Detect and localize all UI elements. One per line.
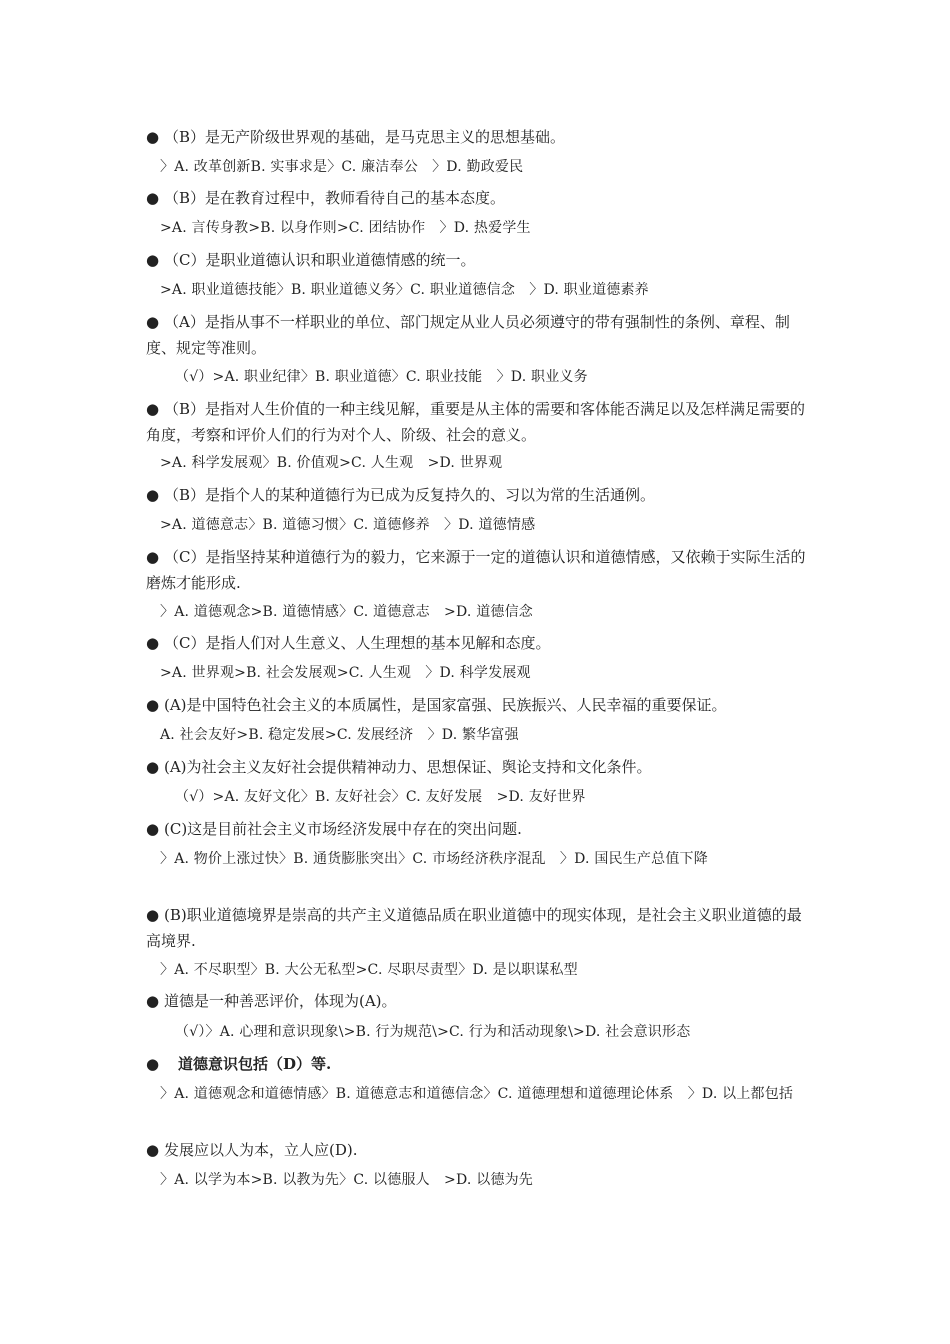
- bullet-icon: ●: [146, 128, 160, 146]
- question-text: （C）是职业道德认识和职业道德情感的统一。: [164, 251, 476, 269]
- question-text: （A）是指从事不一样职业的单位、部门规定从业人员必须遵守的带有强制性的条例、章程、制度、规定等准则。: [146, 313, 790, 357]
- bullet-icon: ●: [146, 992, 160, 1010]
- bullet-icon: ●: [146, 313, 160, 331]
- options-9: A. 社会友好>B. 稳定发展>C. 发展经济 〉D. 繁华富强: [160, 727, 519, 743]
- options-8: >A. 世界观>B. 社会发展观>C. 人生观 〉D. 科学发展观: [160, 665, 531, 681]
- question-7: [146, 544, 814, 596]
- options-3: >A. 职业道德技能〉B. 职业道德义务〉C. 职业道德信念 〉D. 职业道德素养: [160, 282, 649, 298]
- bullet-icon: ●: [146, 820, 160, 838]
- question-text: 发展应以人为本，立人应(D).: [164, 1141, 358, 1159]
- options-1: 〉A. 改革创新B. 实事求是〉C. 廉洁奉公 〉D. 勤政爱民: [160, 159, 524, 175]
- options-2: >A. 言传身教>B. 以身作则>C. 团结协作 〉D. 热爱学生: [160, 220, 531, 236]
- bullet-icon: ●: [146, 1055, 160, 1073]
- question-13: [146, 988, 814, 1014]
- question-text: （B）是无产阶级世界观的基础，是马克思主义的思想基础。: [164, 128, 566, 146]
- question-15: [146, 1137, 814, 1163]
- options-11: 〉A. 物价上涨过快〉B. 通货膨胀突出〉C. 市场经济秩序混乱 〉D. 国民生产总值下降: [160, 851, 708, 867]
- question-6: [146, 482, 814, 508]
- bullet-icon: ●: [146, 251, 160, 269]
- question-text: （C）是指人们对人生意义、人生理想的基本见解和态度。: [164, 634, 551, 652]
- question-text: （C）是指坚持某种道德行为的毅力，它来源于一定的道德认识和道德情感，又依赖于实际生活的磨炼才能形成.: [146, 548, 806, 592]
- question-11: [146, 816, 814, 842]
- question-text: (B)职业道德境界是崇高的共产主义道德品质在职业道德中的现实体现，是社会主义职业道德的最高境界.: [146, 906, 802, 950]
- bullet-icon: ●: [146, 189, 160, 207]
- options-15: 〉A. 以学为本>B. 以教为先〉C. 以德服人 >D. 以德为先: [160, 1172, 533, 1188]
- options-13: （√）〉A. 心理和意识现象\>B. 行为规范\>C. 行为和活动现象\>D. 社会意识形态: [175, 1024, 691, 1040]
- question-text: (A)是中国特色社会主义的本质属性，是国家富强、民族振兴、人民幸福的重要保证。: [164, 696, 727, 714]
- bullet-icon: ●: [146, 1141, 160, 1159]
- options-5: >A. 科学发展观〉B. 价值观>C. 人生观 >D. 世界观: [160, 455, 503, 471]
- question-text: （B）是在教育过程中，教师看待自己的基本态度。: [164, 189, 506, 207]
- question-text: 道德是一种善恶评价，体现为(A)。: [164, 992, 397, 1010]
- question-4: [146, 309, 814, 361]
- options-4: （√）>A. 职业纪律〉B. 职业道德〉C. 职业技能 〉D. 职业义务: [175, 369, 588, 385]
- question-14: [146, 1051, 814, 1077]
- bullet-icon: ●: [146, 696, 160, 714]
- bullet-icon: ●: [146, 634, 160, 652]
- bullet-icon: ●: [146, 400, 160, 418]
- question-5: [146, 396, 814, 448]
- options-12: 〉A. 不尽职型〉B. 大公无私型>C. 尽职尽责型〉D. 是以职谋私型: [160, 962, 578, 978]
- question-text: （B）是指个人的某种道德行为已成为反复持久的、习以为常的生活通例。: [164, 486, 656, 504]
- question-text: (C)这是目前社会主义市场经济发展中存在的突出问题.: [164, 820, 522, 838]
- question-text: （B）是指对人生价值的一种主线见解，重要是从主体的需要和客体能否满足以及怎样满足需要的角度，考察和评价人们的行为对个人、阶级、社会的意义。: [146, 400, 806, 444]
- question-text: (A)为社会主义友好社会提供精神动力、思想保证、舆论支持和文化条件。: [164, 758, 652, 776]
- bullet-icon: ●: [146, 548, 160, 566]
- question-text: 道德意识包括（D）等.: [178, 1055, 332, 1073]
- question-3: [146, 247, 814, 273]
- question-1: [146, 124, 814, 150]
- options-7: 〉A. 道德观念>B. 道德情感〉C. 道德意志 >D. 道德信念: [160, 604, 533, 620]
- question-9: [146, 692, 814, 718]
- question-8: [146, 630, 814, 656]
- question-12: [146, 902, 814, 954]
- options-14: 〉A. 道德观念和道德情感〉B. 道德意志和道德信念〉C. 道德理想和道德理论体系 〉D. 以上都包括: [160, 1086, 794, 1102]
- question-2: [146, 185, 814, 211]
- bullet-icon: ●: [146, 486, 160, 504]
- bullet-icon: ●: [146, 906, 160, 924]
- bullet-icon: ●: [146, 758, 160, 776]
- options-10: （√）>A. 友好文化〉B. 友好社会〉C. 友好发展 >D. 友好世界: [175, 789, 586, 805]
- question-10: [146, 754, 814, 780]
- options-6: >A. 道德意志〉B. 道德习惯〉C. 道德修养 〉D. 道德情感: [160, 517, 536, 533]
